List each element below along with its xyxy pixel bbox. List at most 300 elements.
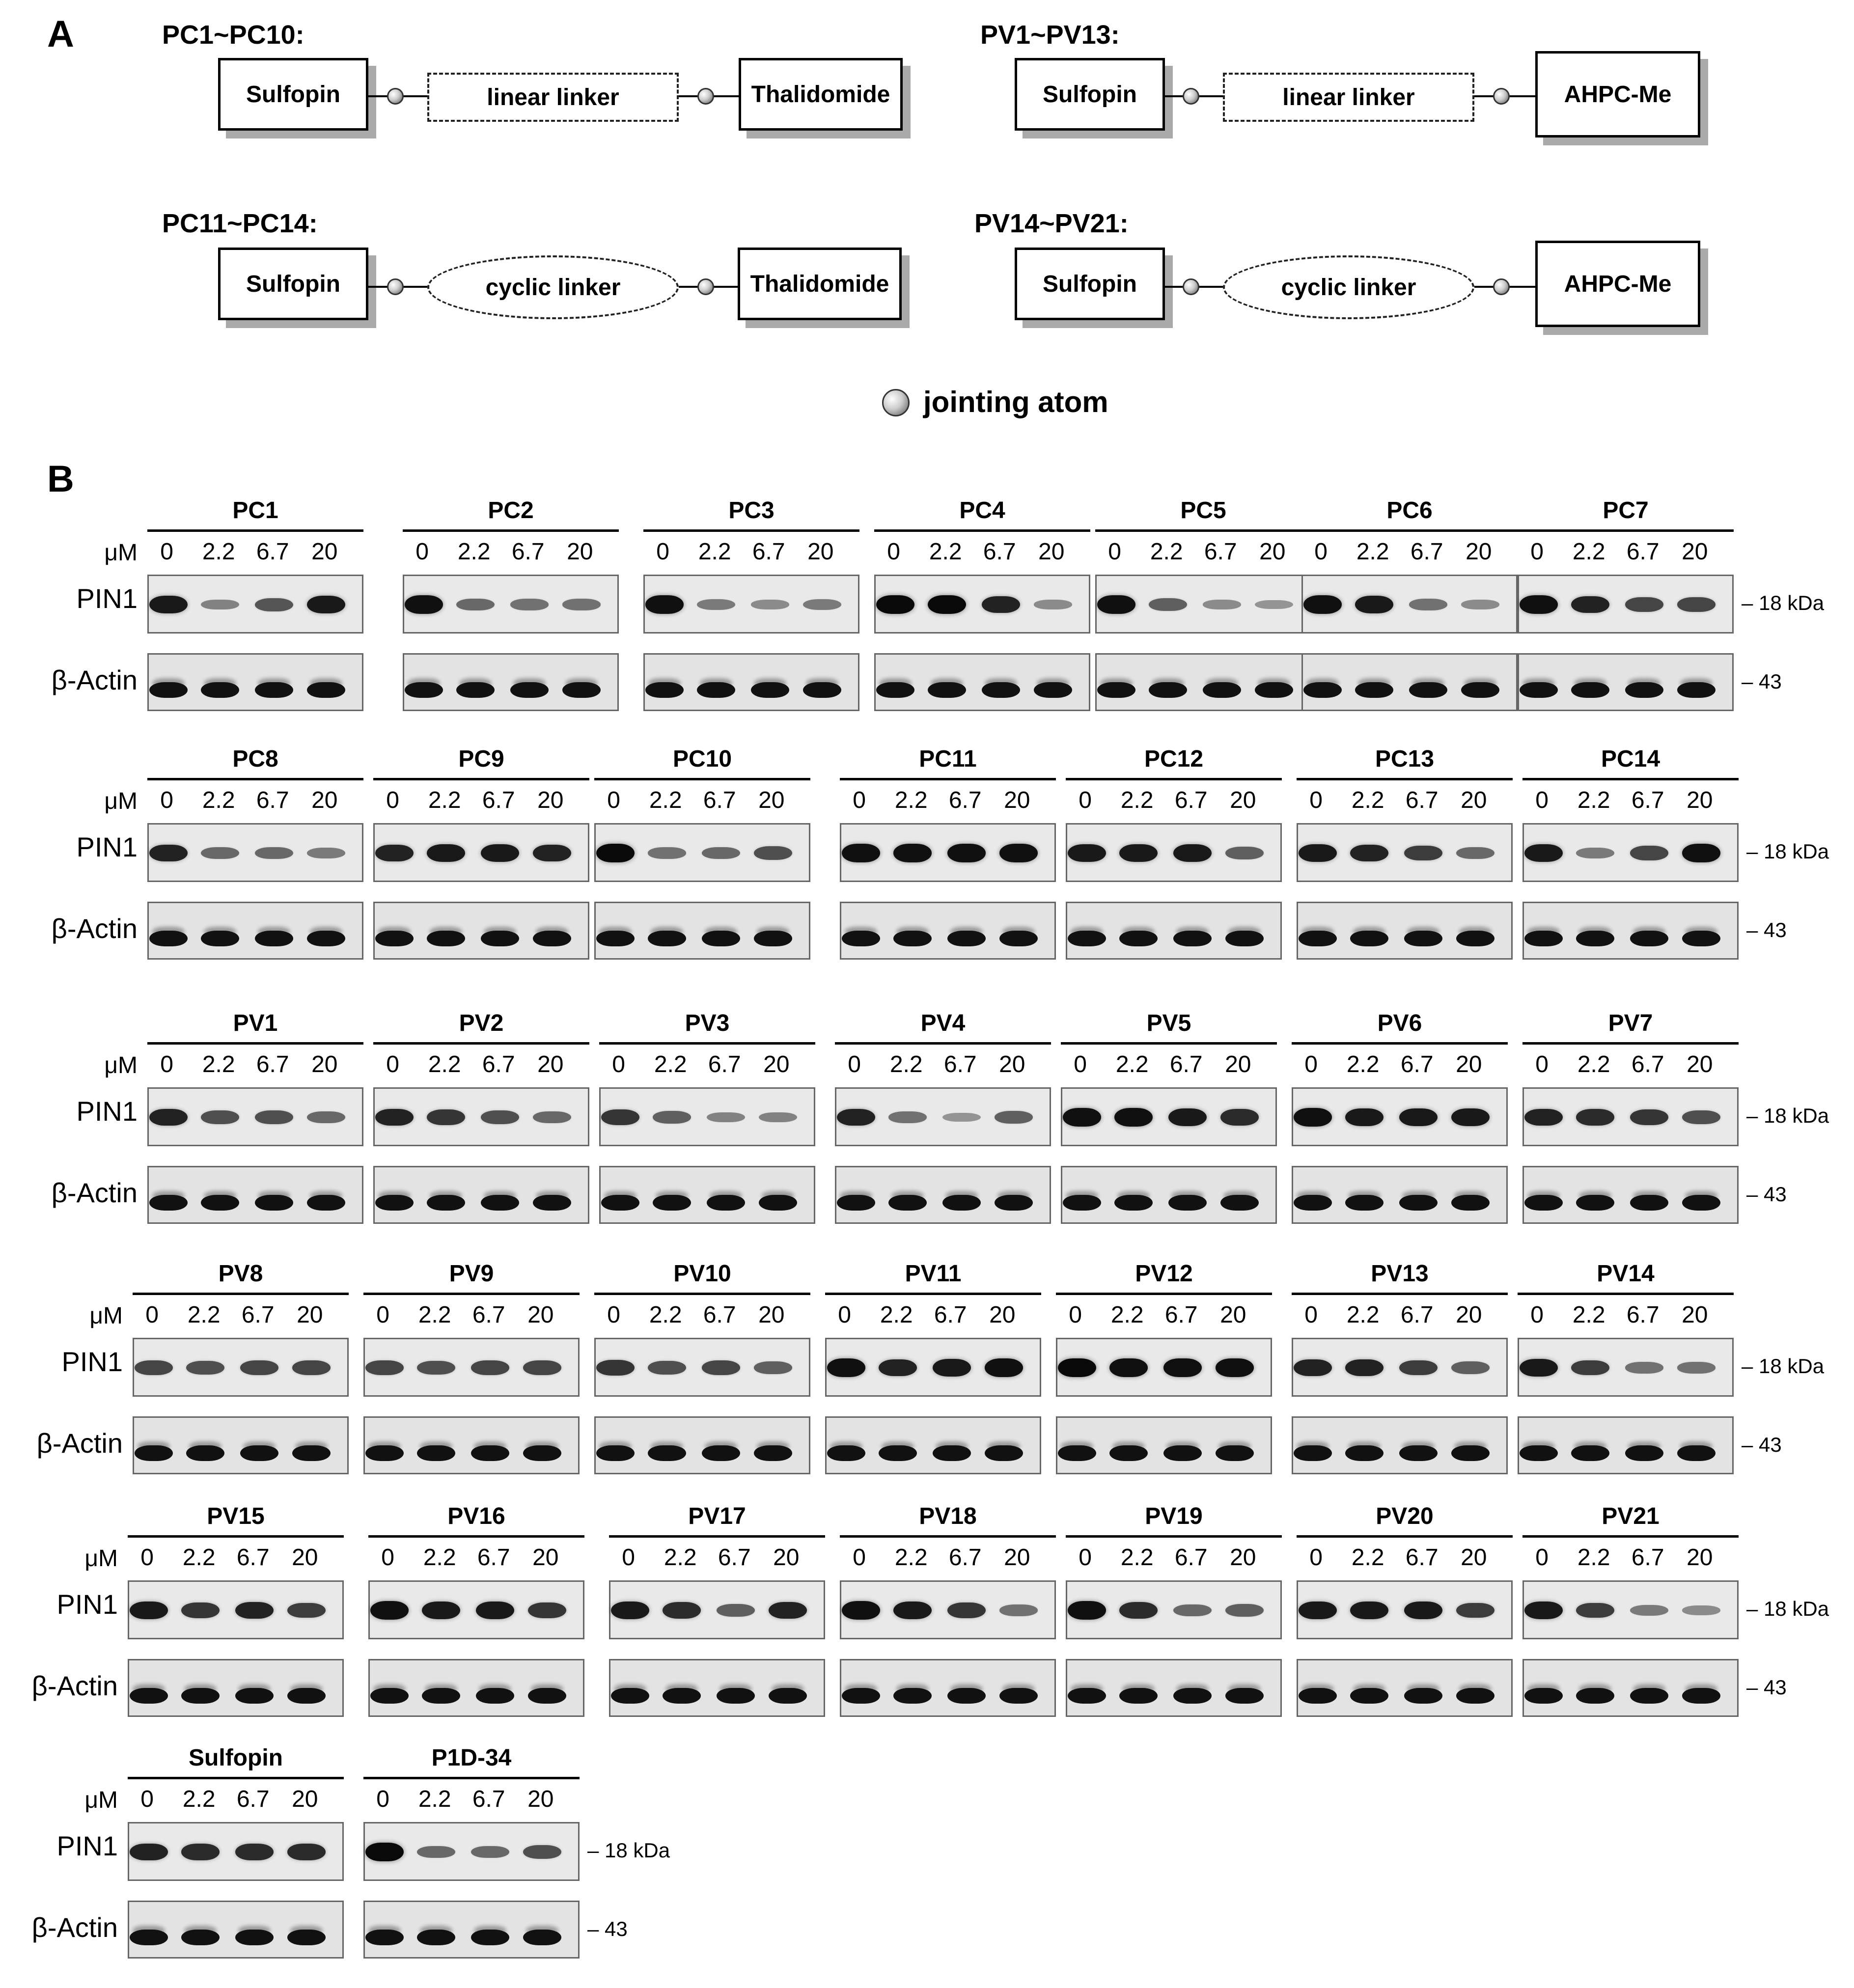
actin-band bbox=[947, 931, 986, 946]
actin-gel bbox=[840, 1659, 1056, 1717]
actin-band bbox=[149, 682, 188, 698]
jointing-atom-legend-icon bbox=[882, 389, 910, 416]
actin-band bbox=[879, 1445, 917, 1461]
actin-band bbox=[1456, 1688, 1494, 1704]
actin-band bbox=[893, 931, 932, 946]
blot-pc10 bbox=[594, 746, 810, 971]
dose-label: 6.7 bbox=[472, 1786, 505, 1812]
pin1-band bbox=[235, 1844, 274, 1860]
compound-name: PC3 bbox=[728, 497, 775, 524]
compound-underline bbox=[1066, 778, 1282, 780]
pin1-band bbox=[1163, 1358, 1202, 1377]
actin-band bbox=[653, 1195, 691, 1211]
pin1-band bbox=[1225, 1604, 1264, 1617]
dose-label: 20 bbox=[999, 1051, 1025, 1077]
actin-gel bbox=[599, 1166, 815, 1224]
dose-label: 6.7 bbox=[1405, 787, 1439, 813]
actin-band bbox=[1630, 1688, 1668, 1704]
pin1-gel bbox=[133, 1338, 349, 1397]
actin-gel bbox=[1066, 902, 1282, 960]
actin-gel bbox=[1297, 902, 1513, 960]
dose-label: 6.7 bbox=[256, 1051, 289, 1077]
actin-gel bbox=[1292, 1166, 1508, 1224]
pin1-band bbox=[287, 1603, 326, 1618]
dose-label: 2.2 bbox=[1577, 1051, 1610, 1077]
blot-pc4 bbox=[874, 497, 1090, 723]
pin1-gel bbox=[835, 1087, 1051, 1146]
pin1-band bbox=[405, 595, 443, 613]
blot-sulfopin bbox=[128, 1744, 344, 1970]
pin1-gel bbox=[1301, 575, 1518, 634]
dose-label: 20 bbox=[1682, 539, 1708, 565]
actin-band bbox=[1409, 682, 1447, 698]
pin1-band bbox=[1630, 846, 1668, 860]
compound-underline bbox=[643, 529, 859, 532]
dose-label: 20 bbox=[1038, 539, 1065, 565]
actin-band bbox=[1303, 682, 1342, 698]
dose-label: 6.7 bbox=[708, 1051, 741, 1077]
actin-band bbox=[1576, 1195, 1614, 1211]
dose-label: 2.2 bbox=[649, 1302, 682, 1328]
pin1-band bbox=[1109, 1358, 1148, 1377]
row-label-actin: β-Actin bbox=[51, 1177, 138, 1208]
dose-label: 2.2 bbox=[894, 787, 928, 813]
pin1-gel bbox=[1056, 1338, 1272, 1397]
mw-marker-18kda: – 18 kDa bbox=[1746, 1104, 1829, 1127]
pin1-gel bbox=[147, 1087, 363, 1146]
mw-marker-18kda: – 18 kDa bbox=[587, 1839, 670, 1862]
dose-label: 0 bbox=[1079, 1545, 1092, 1571]
dose-label: 2.2 bbox=[894, 1545, 928, 1571]
pin1-band bbox=[837, 1109, 875, 1126]
unit-label: μM bbox=[84, 1546, 118, 1572]
actin-band bbox=[375, 931, 414, 946]
actin-band bbox=[1461, 682, 1499, 698]
compound-underline bbox=[133, 1293, 349, 1295]
compound-underline bbox=[1056, 1293, 1272, 1295]
pin1-band bbox=[999, 844, 1038, 862]
actin-band bbox=[365, 1445, 404, 1461]
actin-band bbox=[186, 1445, 224, 1461]
actin-band bbox=[1163, 1445, 1202, 1461]
pin1-band bbox=[1524, 1109, 1563, 1126]
pin1-band bbox=[476, 1601, 514, 1619]
actin-band bbox=[754, 1445, 792, 1461]
unit-label: μM bbox=[104, 1052, 138, 1078]
actin-band bbox=[1625, 1445, 1663, 1461]
pin1-band bbox=[201, 1110, 239, 1124]
actin-band bbox=[201, 931, 239, 946]
dose-label: 2.2 bbox=[428, 787, 461, 813]
dose-label: 2.2 bbox=[202, 539, 235, 565]
dose-label: 6.7 bbox=[236, 1545, 270, 1571]
pin1-band bbox=[255, 1110, 293, 1124]
mw-marker-43: – 43 bbox=[1746, 918, 1787, 941]
actin-band bbox=[759, 1195, 797, 1211]
jointing-atom-icon bbox=[697, 278, 714, 295]
dose-label: 6.7 bbox=[983, 539, 1016, 565]
pin1-band bbox=[1399, 1360, 1438, 1376]
actin-gel bbox=[128, 1659, 344, 1717]
actin-band bbox=[1058, 1445, 1096, 1461]
actin-band bbox=[1255, 682, 1293, 698]
compound-name: P1D-34 bbox=[431, 1745, 512, 1771]
actin-band bbox=[1220, 1195, 1259, 1211]
compound-name: PV8 bbox=[218, 1261, 263, 1287]
compound-underline bbox=[1292, 1293, 1508, 1295]
blot-pv20 bbox=[1297, 1503, 1513, 1729]
actin-band bbox=[1682, 1688, 1720, 1704]
pin1-band bbox=[1220, 1109, 1259, 1126]
actin-band bbox=[149, 1195, 188, 1211]
actin-band bbox=[523, 1445, 561, 1461]
blot-pv9 bbox=[363, 1260, 580, 1486]
pin1-band bbox=[995, 1111, 1033, 1124]
pin1-band bbox=[702, 847, 740, 859]
dose-label: 20 bbox=[758, 1302, 785, 1328]
compound-underline bbox=[368, 1535, 584, 1538]
dose-label: 6.7 bbox=[256, 539, 289, 565]
pin1-band bbox=[1520, 595, 1558, 613]
compound-name: PV19 bbox=[1145, 1503, 1203, 1529]
row-label-pin1: PIN1 bbox=[76, 583, 138, 614]
actin-band bbox=[933, 1445, 971, 1461]
mw-marker-18kda: – 18 kDa bbox=[1746, 1597, 1829, 1620]
dose-label: 2.2 bbox=[457, 539, 491, 565]
actin-band bbox=[611, 1688, 649, 1704]
actin-band bbox=[510, 682, 549, 698]
pin1-gel bbox=[1297, 1580, 1513, 1639]
dose-label: 20 bbox=[1259, 539, 1286, 565]
dose-label: 2.2 bbox=[649, 787, 682, 813]
actin-band bbox=[1576, 1688, 1614, 1704]
blot-pc2 bbox=[403, 497, 619, 723]
pin1-gel bbox=[825, 1338, 1041, 1397]
actin-band bbox=[417, 1445, 455, 1461]
dose-label: 20 bbox=[1687, 1545, 1713, 1571]
pin1-band bbox=[942, 1113, 981, 1122]
actin-band bbox=[1399, 1195, 1438, 1211]
actin-band bbox=[803, 682, 841, 698]
pin1-band bbox=[149, 1109, 188, 1126]
blot-pv7 bbox=[1522, 1010, 1739, 1236]
dose-label: 20 bbox=[989, 1302, 1016, 1328]
pin1-band bbox=[130, 1601, 168, 1619]
actin-gel bbox=[594, 902, 810, 960]
compound-underline bbox=[825, 1293, 1041, 1295]
pin1-band bbox=[287, 1844, 326, 1860]
compound-underline bbox=[840, 778, 1056, 780]
dose-label: 6.7 bbox=[1405, 1545, 1439, 1571]
dose-label: 6.7 bbox=[477, 1545, 510, 1571]
pin1-gel bbox=[147, 823, 363, 882]
blot-pv14 bbox=[1518, 1260, 1734, 1486]
actin-band bbox=[1063, 1195, 1101, 1211]
dose-label: 0 bbox=[140, 1786, 154, 1812]
pin1-band bbox=[1034, 600, 1072, 609]
actin-band bbox=[307, 682, 345, 698]
pin1-band bbox=[754, 846, 792, 860]
pin1-band bbox=[1520, 1359, 1558, 1377]
actin-gel bbox=[147, 902, 363, 960]
actin-band bbox=[1345, 1195, 1384, 1211]
dose-label: 6.7 bbox=[1400, 1051, 1434, 1077]
pin1-band bbox=[533, 845, 571, 862]
actin-gel bbox=[1292, 1416, 1508, 1474]
compound-underline bbox=[147, 529, 363, 532]
pin1-band bbox=[1063, 1108, 1101, 1126]
pin1-gel bbox=[840, 1580, 1056, 1639]
compound-name: PV10 bbox=[673, 1261, 731, 1287]
dose-label: 20 bbox=[1456, 1051, 1482, 1077]
dose-label: 20 bbox=[311, 539, 338, 565]
compound-underline bbox=[363, 1777, 580, 1779]
pin1-band bbox=[842, 844, 880, 862]
pin1-band bbox=[751, 600, 789, 609]
compound-underline bbox=[1095, 529, 1311, 532]
actin-band bbox=[307, 931, 345, 946]
blot-pc1 bbox=[147, 497, 363, 723]
pin1-band bbox=[893, 844, 932, 862]
pin1-band bbox=[653, 1111, 691, 1124]
actin-band bbox=[130, 1688, 168, 1704]
dose-label: 0 bbox=[1309, 787, 1323, 813]
actin-band bbox=[1682, 1195, 1720, 1211]
compound-underline bbox=[1518, 1293, 1734, 1295]
pin1-band bbox=[769, 1602, 807, 1619]
pin1-band bbox=[803, 599, 841, 610]
pin1-band bbox=[876, 595, 914, 614]
scheme-linker: linear linker bbox=[427, 73, 679, 122]
compound-name: PV11 bbox=[905, 1261, 962, 1287]
dose-label: 20 bbox=[1004, 1545, 1030, 1571]
pin1-gel bbox=[368, 1580, 584, 1639]
scheme-title: PC1~PC10: bbox=[162, 20, 304, 50]
compound-underline bbox=[1522, 1042, 1739, 1045]
compound-underline bbox=[1292, 1042, 1508, 1045]
pin1-band bbox=[1068, 844, 1106, 862]
pin1-band bbox=[201, 847, 239, 859]
actin-band bbox=[427, 931, 465, 946]
pin1-band bbox=[596, 1360, 635, 1376]
dose-label: 0 bbox=[160, 1051, 173, 1077]
pin1-band bbox=[1294, 1359, 1332, 1377]
actin-band bbox=[1451, 1195, 1490, 1211]
pin1-band bbox=[1682, 1605, 1720, 1615]
pin1-band bbox=[1576, 1109, 1614, 1126]
actin-band bbox=[1677, 682, 1716, 698]
actin-band bbox=[255, 931, 293, 946]
pin1-band bbox=[1119, 844, 1158, 862]
dose-label: 0 bbox=[848, 1051, 861, 1077]
blot-pv12 bbox=[1056, 1260, 1272, 1486]
mw-marker-18kda: – 18 kDa bbox=[1742, 1354, 1825, 1378]
actin-gel bbox=[594, 1416, 810, 1474]
pin1-band bbox=[523, 1845, 561, 1859]
dose-label: 0 bbox=[386, 787, 399, 813]
pin1-gel bbox=[1066, 1580, 1282, 1639]
actin-band bbox=[1524, 1195, 1563, 1211]
compound-name: PV15 bbox=[207, 1503, 265, 1529]
actin-band bbox=[888, 1195, 927, 1211]
compound-name: PC2 bbox=[488, 497, 534, 524]
pin1-band bbox=[1399, 1108, 1438, 1126]
dose-label: 0 bbox=[1535, 1051, 1549, 1077]
pin1-band bbox=[417, 1846, 455, 1858]
pin1-gel bbox=[363, 1822, 580, 1881]
pin1-band bbox=[562, 599, 601, 610]
jointing-atom-icon bbox=[1183, 88, 1199, 105]
blot-pv18 bbox=[840, 1503, 1056, 1729]
blot-pv2 bbox=[373, 1010, 589, 1236]
compound-underline bbox=[1518, 529, 1734, 532]
pin1-band bbox=[1524, 1601, 1563, 1619]
dose-label: 0 bbox=[1530, 539, 1544, 565]
actin-band bbox=[1119, 931, 1158, 946]
pin1-band bbox=[201, 600, 239, 610]
pin1-band bbox=[1255, 600, 1293, 609]
compound-underline bbox=[403, 529, 619, 532]
actin-gel bbox=[147, 653, 363, 711]
dose-label: 20 bbox=[1456, 1302, 1482, 1328]
pin1-band bbox=[1625, 1362, 1663, 1373]
pin1-gel bbox=[874, 575, 1090, 634]
pin1-band bbox=[1119, 1602, 1158, 1619]
dose-label: 6.7 bbox=[703, 1302, 736, 1328]
actin-band bbox=[370, 1688, 409, 1704]
pin1-band bbox=[135, 1360, 173, 1375]
compound-underline bbox=[147, 1042, 363, 1045]
row-label-pin1: PIN1 bbox=[56, 1589, 118, 1620]
actin-band bbox=[697, 682, 735, 698]
actin-band bbox=[523, 1930, 561, 1945]
actin-gel bbox=[825, 1416, 1041, 1474]
dose-label: 6.7 bbox=[256, 787, 289, 813]
actin-band bbox=[1203, 682, 1241, 698]
actin-gel bbox=[609, 1659, 825, 1717]
actin-band bbox=[596, 931, 635, 946]
pin1-band bbox=[130, 1844, 168, 1861]
actin-band bbox=[562, 682, 601, 698]
compound-underline bbox=[1301, 529, 1518, 532]
pin1-band bbox=[1168, 1108, 1207, 1126]
unit-label: μM bbox=[104, 540, 138, 566]
dose-label: 6.7 bbox=[511, 539, 545, 565]
dose-label: 0 bbox=[1304, 1051, 1318, 1077]
dose-label: 0 bbox=[160, 539, 173, 565]
actin-band bbox=[648, 931, 686, 946]
dose-label: 20 bbox=[311, 1051, 338, 1077]
pin1-band bbox=[1225, 847, 1264, 859]
blot-pc14 bbox=[1522, 746, 1739, 971]
dose-label: 0 bbox=[1069, 1302, 1082, 1328]
pin1-band bbox=[601, 1109, 639, 1125]
dose-label: 2.2 bbox=[418, 1786, 451, 1812]
pin1-gel bbox=[1297, 823, 1513, 882]
compound-name: PC5 bbox=[1180, 497, 1226, 524]
actin-band bbox=[827, 1445, 865, 1461]
compound-name: PV3 bbox=[685, 1010, 730, 1036]
mw-marker-43: – 43 bbox=[1742, 1433, 1782, 1456]
dose-label: 0 bbox=[1074, 1051, 1087, 1077]
pin1-band bbox=[422, 1601, 460, 1619]
actin-band bbox=[1571, 682, 1609, 698]
actin-gel bbox=[363, 1901, 580, 1959]
scheme-right-box: Thalidomide bbox=[738, 248, 902, 320]
dose-label: 20 bbox=[1687, 787, 1713, 813]
actin-band bbox=[663, 1688, 701, 1704]
actin-band bbox=[287, 1930, 326, 1945]
actin-band bbox=[1630, 1195, 1668, 1211]
compound-name: PV2 bbox=[459, 1010, 504, 1036]
dose-label: 20 bbox=[758, 787, 785, 813]
dose-label: 0 bbox=[160, 787, 173, 813]
compound-name: PV13 bbox=[1371, 1261, 1429, 1287]
compound-underline bbox=[1297, 778, 1513, 780]
compound-name: PV14 bbox=[1597, 1261, 1655, 1287]
pin1-band bbox=[754, 1361, 792, 1374]
pin1-gel bbox=[599, 1087, 815, 1146]
dose-label: 20 bbox=[763, 1051, 790, 1077]
pin1-band bbox=[149, 845, 188, 862]
pin1-band bbox=[1149, 598, 1187, 611]
pin1-band bbox=[717, 1604, 755, 1617]
pin1-band bbox=[1173, 844, 1212, 862]
row-label-pin1: PIN1 bbox=[56, 1830, 118, 1861]
actin-band bbox=[982, 682, 1020, 698]
mw-marker-43: – 43 bbox=[1746, 1676, 1787, 1699]
actin-band bbox=[201, 682, 239, 698]
compound-underline bbox=[373, 778, 589, 780]
pin1-band bbox=[928, 595, 966, 614]
dose-label: 6.7 bbox=[1631, 1545, 1664, 1571]
pin1-band bbox=[888, 1111, 927, 1123]
actin-band bbox=[422, 1688, 460, 1704]
actin-band bbox=[149, 931, 188, 946]
actin-band bbox=[1149, 682, 1187, 698]
actin-band bbox=[999, 931, 1038, 946]
actin-band bbox=[365, 1930, 404, 1945]
actin-band bbox=[751, 682, 789, 698]
actin-band bbox=[1524, 931, 1563, 946]
pin1-band bbox=[292, 1360, 331, 1375]
jointing-atom-icon bbox=[387, 88, 404, 105]
pin1-band bbox=[1350, 1601, 1388, 1619]
pin1-gel bbox=[1292, 1338, 1508, 1397]
blot-pv13 bbox=[1292, 1260, 1508, 1486]
compound-name: PV9 bbox=[449, 1261, 494, 1287]
row-label-actin: β-Actin bbox=[31, 1670, 118, 1701]
actin-gel bbox=[403, 653, 619, 711]
dose-label: 6.7 bbox=[1626, 539, 1660, 565]
dose-label: 6.7 bbox=[934, 1302, 967, 1328]
actin-band bbox=[1399, 1445, 1438, 1461]
compound-name: PV7 bbox=[1608, 1010, 1653, 1036]
actin-band bbox=[1294, 1195, 1332, 1211]
compound-name: PV5 bbox=[1146, 1010, 1191, 1036]
compound-underline bbox=[1061, 1042, 1277, 1045]
pin1-gel bbox=[1061, 1087, 1277, 1146]
actin-band bbox=[235, 1688, 274, 1704]
dose-label: 0 bbox=[607, 787, 620, 813]
compound-underline bbox=[874, 529, 1090, 532]
pin1-band bbox=[240, 1360, 278, 1375]
actin-band bbox=[876, 682, 914, 698]
compound-underline bbox=[599, 1042, 815, 1045]
row-label-actin: β-Actin bbox=[51, 913, 138, 944]
jointing-atom-icon bbox=[1493, 88, 1510, 105]
dose-label: 20 bbox=[1230, 787, 1256, 813]
